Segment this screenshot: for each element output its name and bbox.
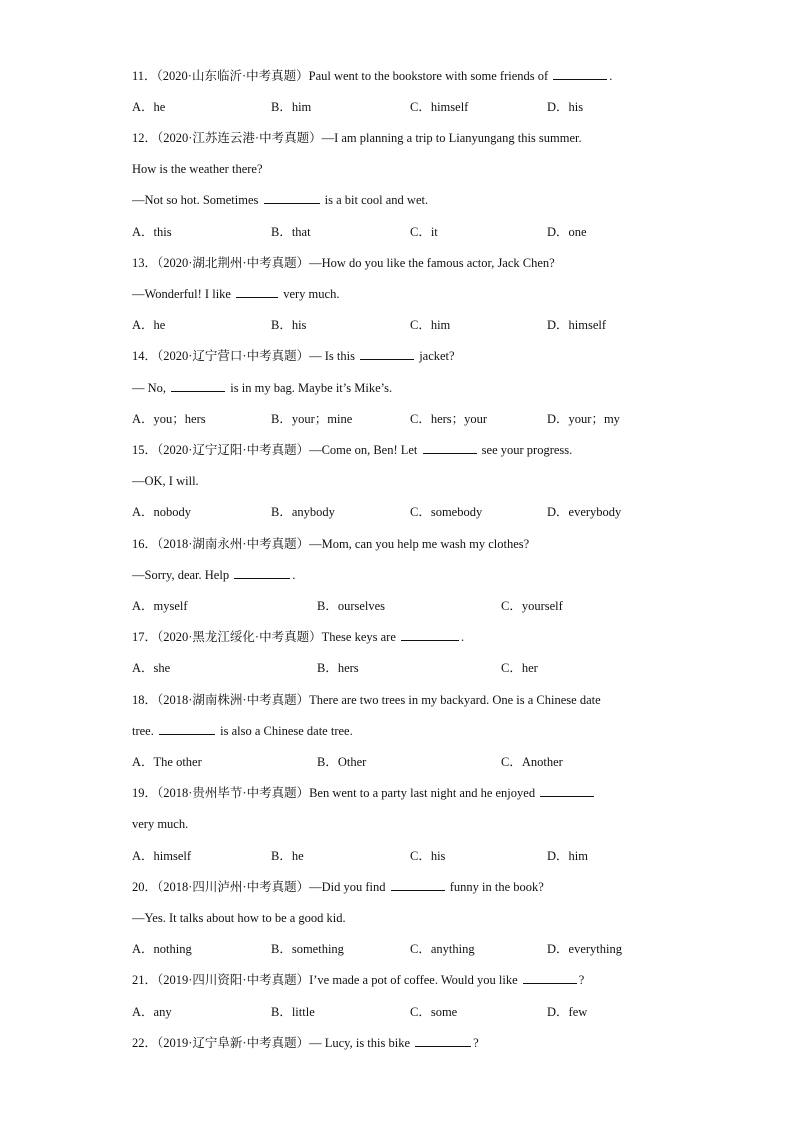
question-number: 22． — [132, 1036, 158, 1050]
option-c[interactable]: C．her — [501, 661, 538, 675]
option-b[interactable]: B．your；mine — [271, 412, 353, 426]
question-text: Ben went to a party last night and he enjoyed — [309, 786, 539, 800]
option-a[interactable]: A．she — [132, 661, 171, 675]
option-b[interactable]: B．him — [271, 100, 312, 114]
question-12-options — [132, 222, 692, 242]
question-19-line2 — [132, 814, 188, 834]
question-text: — Lucy, is this bike — [309, 1036, 414, 1050]
option-d[interactable]: D．few — [547, 1005, 588, 1019]
question-text: see your progress. — [478, 443, 573, 457]
question-text: —Yes. It talks about how to be a good kid. — [132, 911, 346, 925]
answer-blank — [415, 1033, 471, 1047]
question-text: very much. — [280, 287, 340, 301]
question-number: 21． — [132, 973, 158, 987]
option-c[interactable]: C．yourself — [501, 599, 563, 613]
option-b[interactable]: B．ourselves — [317, 599, 386, 613]
option-c[interactable]: C．some — [410, 1005, 458, 1019]
question-text: tree. — [132, 724, 157, 738]
question-text: ? — [473, 1036, 479, 1050]
question-text: —I am planning a trip to Lianyungang this summer. — [321, 131, 582, 145]
question-source: （2018·湖南永州·中考真题） — [157, 537, 310, 551]
question-16-line2 — [132, 565, 295, 585]
question-text: There are two trees in my backyard. One is a Chinese date — [309, 693, 601, 707]
answer-blank — [523, 970, 577, 984]
question-14-stem — [132, 346, 455, 366]
question-22-stem — [132, 1033, 479, 1053]
question-number: 15． — [132, 443, 158, 457]
option-a[interactable]: A．he — [132, 318, 166, 332]
answer-blank — [171, 378, 225, 392]
question-21-stem — [132, 970, 584, 990]
option-a[interactable]: A．any — [132, 1005, 172, 1019]
question-16-options — [132, 596, 692, 616]
option-d[interactable]: D．him — [547, 849, 588, 863]
question-18-options — [132, 752, 692, 772]
question-text: is also a Chinese date tree. — [216, 724, 353, 738]
option-a[interactable]: A．he — [132, 100, 166, 114]
question-text: —Wonderful! I like — [132, 287, 235, 301]
answer-blank — [360, 346, 414, 360]
question-source: （2020·湖北荆州·中考真题） — [157, 256, 310, 270]
option-b[interactable]: B．hers — [317, 661, 359, 675]
question-text: —Did you find — [309, 880, 389, 894]
question-source: （2019·四川资阳·中考真题） — [157, 973, 310, 987]
question-text: Paul went to the bookstore with some friends of — [308, 69, 552, 83]
question-number: 17． — [132, 630, 158, 644]
option-c[interactable]: C．somebody — [410, 505, 483, 519]
answer-blank — [401, 627, 459, 641]
option-c[interactable]: C．anything — [410, 942, 475, 956]
option-b[interactable]: B．something — [271, 942, 344, 956]
option-b[interactable]: B．his — [271, 318, 307, 332]
answer-blank — [159, 721, 215, 735]
option-d[interactable]: D．his — [547, 100, 584, 114]
question-number: 19． — [132, 786, 158, 800]
question-13-options — [132, 315, 692, 335]
answer-blank — [423, 440, 477, 454]
answer-blank — [236, 284, 278, 298]
answer-blank — [234, 565, 290, 579]
question-source: （2019·辽宁阜新·中考真题） — [157, 1036, 310, 1050]
option-c[interactable]: C．his — [410, 849, 446, 863]
option-b[interactable]: B．anybody — [271, 505, 335, 519]
question-21-options — [132, 1002, 692, 1022]
question-text: jacket? — [416, 349, 455, 363]
question-13-stem — [132, 253, 555, 273]
question-19-stem — [132, 783, 596, 803]
question-text: is a bit cool and wet. — [321, 193, 429, 207]
question-17-options — [132, 658, 692, 678]
option-d[interactable]: D．one — [547, 225, 587, 239]
option-c[interactable]: C．him — [410, 318, 451, 332]
question-18-stem — [132, 690, 601, 710]
question-source: （2020·辽宁辽阳·中考真题） — [157, 443, 310, 457]
question-text: —Mom, can you help me wash my clothes? — [309, 537, 530, 551]
question-number: 13． — [132, 256, 158, 270]
question-text: . — [292, 568, 296, 582]
option-a[interactable]: A．nobody — [132, 505, 192, 519]
question-text: . — [461, 630, 465, 644]
question-12-line3 — [132, 190, 428, 210]
question-number: 16． — [132, 537, 158, 551]
option-c[interactable]: C．Another — [501, 755, 563, 769]
option-d[interactable]: D．himself — [547, 318, 607, 332]
option-b[interactable]: B．that — [271, 225, 311, 239]
option-a[interactable]: A．this — [132, 225, 172, 239]
question-text: These keys are — [321, 630, 399, 644]
question-text: funny in the book? — [446, 880, 544, 894]
question-17-stem — [132, 627, 464, 647]
answer-blank — [264, 190, 320, 204]
option-c[interactable]: C．it — [410, 225, 438, 239]
option-b[interactable]: B．he — [271, 849, 304, 863]
question-15-line2 — [132, 471, 199, 491]
question-number: 12． — [132, 131, 158, 145]
question-14-line2 — [132, 378, 392, 398]
question-20-stem — [132, 877, 544, 897]
answer-blank — [391, 877, 445, 891]
question-text: —Not so hot. Sometimes — [132, 193, 262, 207]
question-text: —Come on, Ben! Let — [309, 443, 421, 457]
option-d[interactable]: D．everybody — [547, 505, 622, 519]
question-11-stem — [132, 66, 612, 86]
question-text: How is the weather there? — [132, 162, 263, 176]
question-12-stem — [132, 128, 582, 148]
option-a[interactable]: A．himself — [132, 849, 192, 863]
question-text: I’ve made a pot of coffee. Would you like — [309, 973, 521, 987]
option-b[interactable]: B．little — [271, 1005, 315, 1019]
question-text: — Is this — [309, 349, 359, 363]
question-text: —Sorry, dear. Help — [132, 568, 233, 582]
question-12-line2 — [132, 159, 263, 179]
question-source: （2020·辽宁营口·中考真题） — [157, 349, 310, 363]
question-number: 18． — [132, 693, 158, 707]
question-14-options — [132, 409, 692, 429]
question-source: （2018·湖南株洲·中考真题） — [157, 693, 310, 707]
question-text: is in my bag. Maybe it’s Mike’s. — [227, 381, 393, 395]
option-a[interactable]: A．nothing — [132, 942, 192, 956]
question-text: very much. — [132, 817, 189, 831]
question-text: . — [609, 69, 613, 83]
question-source: （2020·江苏连云港·中考真题） — [157, 131, 322, 145]
option-c[interactable]: C．himself — [410, 100, 469, 114]
question-number: 20． — [132, 880, 158, 894]
question-11-options — [132, 97, 692, 117]
question-number: 14． — [132, 349, 158, 363]
option-c[interactable]: C．hers；your — [410, 412, 488, 426]
question-source: （2020·山东临沂·中考真题） — [156, 69, 309, 83]
answer-blank — [540, 783, 594, 797]
answer-blank — [553, 66, 607, 80]
question-15-options — [132, 502, 692, 522]
question-18-line2 — [132, 721, 353, 741]
question-16-stem — [132, 534, 529, 554]
option-b[interactable]: B．Other — [317, 755, 367, 769]
option-d[interactable]: D．your；my — [547, 412, 620, 426]
option-a[interactable]: A．myself — [132, 599, 188, 613]
question-source: （2020·黑龙江绥化·中考真题） — [157, 630, 322, 644]
question-20-line2 — [132, 908, 346, 928]
question-source: （2018·四川泸州·中考真题） — [157, 880, 310, 894]
option-d[interactable]: D．everything — [547, 942, 622, 956]
question-19-options — [132, 846, 692, 866]
question-number: 11． — [132, 69, 157, 83]
question-15-stem — [132, 440, 572, 460]
option-a[interactable]: A．The other — [132, 755, 202, 769]
question-20-options — [132, 939, 692, 959]
question-text: — No, — [132, 381, 170, 395]
question-text: —How do you like the famous actor, Jack Chen? — [309, 256, 555, 270]
question-source: （2018·贵州毕节·中考真题） — [157, 786, 310, 800]
option-a[interactable]: A．you；hers — [132, 412, 206, 426]
question-text: —OK, I will. — [132, 474, 199, 488]
question-13-line2 — [132, 284, 339, 304]
question-text: ? — [578, 973, 585, 987]
